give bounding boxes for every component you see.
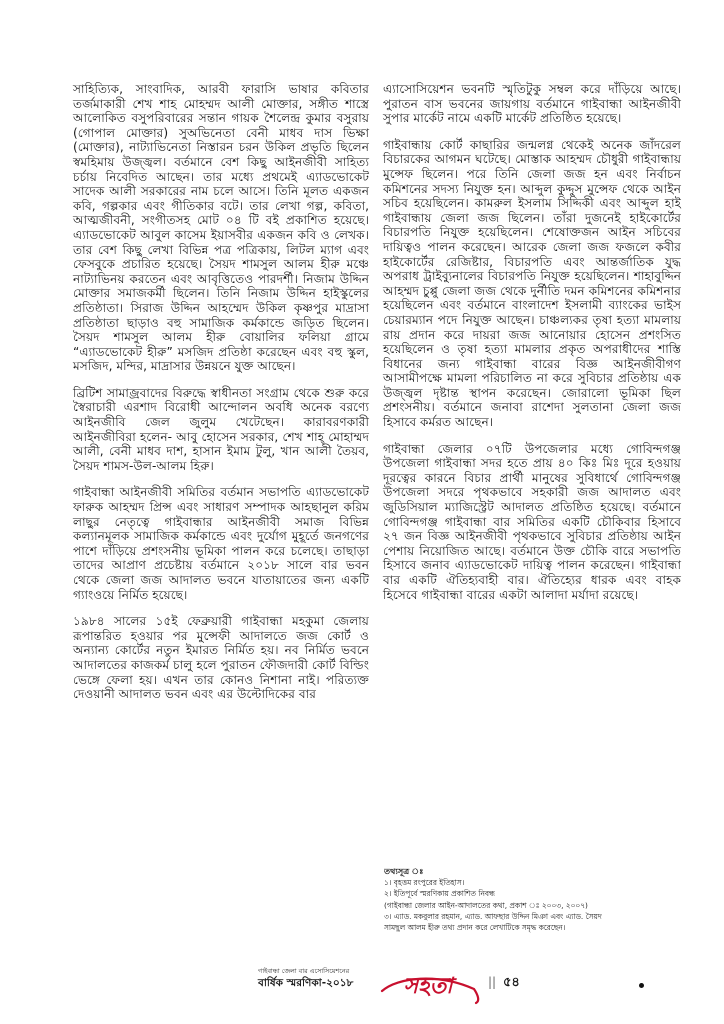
paragraph-notable-judges: গাইবান্ধায় কোর্ট কাছারির জন্মলগ্ন থেকেই অনেক জাঁদরেল বিচারকের আগমন ঘটেছে। মোস্তাক আহম্মদ চৌধুরী গাইবান্ধায় মুন্সেফ ছিলেন। পরে তিনি জেলা জজ হন এবং নির্বাচন কমিশনের সদস্য নিযুক্ত হন। আব্দুল কুদ্দুস মুন্সেফ থেকে আইন সচিব হয়েছিলেন। কামরুল ইসলাম সিদ্দিকী এবং আব্দুল হাই গাইবান্ধায় জেলা জজ ছিলেন। তাঁরা দুজনেই হাইকোর্টের বিচারপতি নিযুক্ত হয়েছিলেন। শেষোক্তজন আইন সচিবের দায়িত্বও পালন করেছেন। আরেক জেলা জজ ফজলে কবীর হাইকোর্টের রেজিষ্টার, বিচারপতি এবং আন্তর্জাতিক যুদ্ধ অপরাধ ট্রাইব্যুনালের বিচারপতি নিযুক্ত হয়েছিলেন। শাহাবুদ্দিন আহম্মদ চুপ্পু জেলা জজ থেকে দুর্নীতি দমন কমিশনের কমিশনার হয়েছিলেন এবং বর্তমানে বাংলাদেশ ইসলামী ব্যাংকের ভাইস চেয়ারম্যান পদে নিযুক্ত আছেন। চাঞ্চল্যকর তৃষা হত্যা মামলায় রায় প্রদান করে দায়রা জজ আনোয়ার হোসেন প্রশংসিত হয়েছিলেন ও তৃষা হত্যা মামলার প্রকৃত অপরাধীদের শাস্তি বিধানের জন্য গাইবান্ধা বারের বিজ্ঞ আইনজীবীগণ আসামীপক্ষে মামলা পরিচালিত না করে সুবিচার প্রতিষ্ঠায় এক উজ্জ্বল দৃষ্টান্ত স্থাপন করেছেন। জোরালো ভূমিকা ছিল প্রশংসনীয়। বর্তমানে জনাবা রাশেদা সুলতানা জেলা জজ হিসাবে কর্মরত আছেন। [383,137,681,430]
reference-item: ১। বৃহত্তম রংপুরের ইতিহাস। [384,878,465,888]
publication-logo [378,965,488,1005]
reference-item: (গাইবান্ধা জেলার আইন-আদালতের কথা, প্রকাশ ঃ ২০০৩, ২০০৭) [384,900,588,910]
bullet-dot-icon [639,983,644,988]
footer-organization: গাইবান্ধা জেলা বার এসোসিয়েশনের [258,967,350,975]
references-section [384,866,680,933]
paragraph-court-buildings: ১৯৮৪ সালের ১৫ই ফেব্রুয়ারী গাইবান্ধা মহকুমা জেলায় রূপান্তরিত হওয়ার পর মুন্সেফী আদালতে জজ কোর্ট ও অন্যান্য কোর্টের নতুন ইমারত নির্মিত হয়। নব নির্মিত ভবনে আদালতের কাজকর্ম চালু হলে পুরাতন ফৌজদারী কোর্ট বিল্ডিং ভেঙ্গে ফেলা হয়। এখন তার কোনও নিশানা নাই। পরিত্যক্ত দেওয়ানী আদালত ভবন এবং এর উল্টোদিকের বার [73,614,369,702]
right-column [383,82,681,614]
paragraph-gobindaganj-court: গাইবান্ধা জেলার ০৭টি উপজেলার মধ্যে গোবিন্দগঞ্জ উপজেলা গাইবান্ধা সদর হতে প্রায় ৪০ কিঃ মিঃ দূরে হওয়ায় দূরত্বের কারনে বিচার প্রার্থী মানুষের সুবিধার্থে গোবিন্দগঞ্জ উপজেলা সদরে পৃথকভাবে সহকারী জজ আদালত এবং জুডিসিয়াল ম্যাজিস্ট্রেট আদালত প্রতিষ্ঠিত হয়েছে। বর্তমানে গোবিন্দগঞ্জ গাইবান্ধা বার সমিতির একটি চৌকিবার হিসাবে ২৭ জন বিজ্ঞ আইনজীবী পৃথকভাবে সুবিচার প্রতিষ্ঠায় আইন পেশায় নিয়োজিত আছে। বর্তমানে উক্ত চৌকি বারে সভাপতি হিসাবে জনাব এ্যাডভোকেট দায়িত্ব পালন করেছেন। গাইবান্ধা বার একটি ঐতিহ্যবাহী বার। ঐতিহ্যের ধারক এবং বাহক হিসেবে গাইবান্ধা বারের একটা আলাদা মর্যাদা রয়েছে। [383,441,681,602]
page-number: ৫৪ [503,975,520,990]
reference-item: সামছুল আলম হীরু তথ্য প্রদান করে লেখাটিকে সমৃদ্ধ করেছেন। [384,923,566,933]
paragraph-literary-lawyers: সাহিত্যিক, সাংবাদিক, আরবী ফারাসি ভাষার কবিতার তর্জমাকারী শেখ শাহ মোহম্মদ আলী মোক্তার, সঙ্গীত শাস্ত্রে আলোকিত বসুপরিবারের সন্তান গায়ক শৈলেন্দ্র কুমার বসুরায় (গোপাল মোক্তার) সুঅভিনেতা বেনী মাধব দাস ভিক্ষা (মোক্তার), নাট্যাভিনেতা নিস্তারন চরন উকিল প্রভৃতি ছিলেন স্বমহিমায় উজ্জ্বল। বর্তমানে বেশ কিছু আইনজীবী সাহিত্য চর্চায় নিবেদিত আছেন। তার মধ্যে প্রথমেই এ্যাডভোকেট সাদেক আলী সরকারের নাম চলে আসে। তিনি মূলত একজন কবি, গল্পকার এবং গীতিকার বটে। তার লেখা গল্প, কবিতা, আত্মজীবনী, সংগীতসহ মোট ০৪ টি বই প্রকাশিত হয়েছে। এ্যাডভোকেট আবুল কাসেম ইয়াসবীর একজন কবি ও লেখক। তার বেশ কিছু লেখা বিভিন্ন পত্র পত্রিকায়, লিটল ম্যাগ এবং ফেসবুকে প্রচারিত হয়েছে। সৈয়দ শামসুল আলম হীরু মঞ্চে নাট্যাভিনয় করতেন এবং আবৃত্তিতেও পারদর্শী। নিজাম উদ্দিন মোক্তার সমাজকর্মী ছিলেন। তিনি নিজাম উদ্দিন হাইস্কুলের প্রতিষ্ঠাতা। সিরাজ উদ্দিন আহম্মেদ উকিল কৃষ্ণপুর মাদ্রাসা প্রতিষ্ঠাতা ছাড়াও বহু সামাজিক কর্মকান্ডে জড়িত ছিলেন। সৈয়দ শামসুল আলম হীরু বোয়ালির ফলিয়া গ্রামে “এ্যাডভোকেট হীরু” মসজিদ প্রতিষ্ঠা করেছেন এবং বহু স্কুল, মসজিদ, মন্দির, মাদ্রাসার উন্নয়নে যুক্ত আছেন। [73,82,369,374]
logo-text: সহতা [403,974,453,999]
paragraph-imprisoned-lawyers: ব্রিটিশ সামাজ্রবাদের বিরুদ্ধে স্বাধীনতা সংগ্রাম থেকে শুরু করে স্বৈরাচারী এরশাদ বিরোধী আন্দোলন অবধি অনেক বরণ্যে আইনজীবি জেল জুলুম খেটেছেন। কারাবরণকারী আইনজীবিরা হলেন- আবু হোসেন সরকার, শেখ শাহ্ মোহাম্মদ আলী, বেনী মাধব দাশ, হাসান ইমাম টুলু, খান আলী তৈয়ব, সৈয়দ শামস-উল-আলম হিরু। [73,385,369,473]
paragraph-bar-building: এ্যাসোসিয়েশন ভবনটি স্মৃতিটুকু সম্বল করে দাঁড়িয়ে আছে। পুরাতন বাস ভবনের জায়গায় বর্তমানে গাইবান্ধা আইনজীবী সুপার মার্কেট নামে একটি মার্কেট প্রতিষ্ঠিত হয়েছে। [383,82,681,126]
footer-publication-title: বার্ষিক স্মরণিকা-২০১৮ [258,977,354,989]
reference-item: ২। ইতিপূর্বে স্মরণিকায় প্রকাশিত নিবন্ধ [384,889,495,899]
references-title: তথ্যসূত্র ঃ [384,866,424,876]
reference-item: ৩। এ্যাড. মকবুলার রহমান, এ্যাড. আফছার উদ্দিন মিঞা এবং এ্যাড. সৈয়দ [384,911,602,921]
left-column [73,82,369,714]
footer-separator: || [488,975,497,989]
page-footer [250,962,690,1012]
paragraph-bar-association-leadership: গাইবান্ধা আইনজীবী সমিতির বর্তমান সভাপতি এ্যাডভোকেট ফারুক আহম্মদ প্রিন্স এবং সাধারণ সম্পাদক আহছানুল করিম লাছুর নেতৃত্বে গাইবান্ধার আইনজীবী সমাজ বিভিন্ন কল্যানমূলক সামাজিক কর্মকান্ডে এবং দুর্যোগ মুহূর্তে জনগণের পাশে দাঁড়িয়ে প্রশংসনীয় ভূমিকা পালন করে চলেছে। তাছাড়া তাদের আপ্রাণ প্রচেষ্টায় বর্তমানে ২০১৮ সালে বার ভবন থেকে জেলা জজ আদালত ভবনে যাতায়াতের জন্য একটি গ্যাংওয়ে নির্মিত হয়েছে। [73,485,369,602]
